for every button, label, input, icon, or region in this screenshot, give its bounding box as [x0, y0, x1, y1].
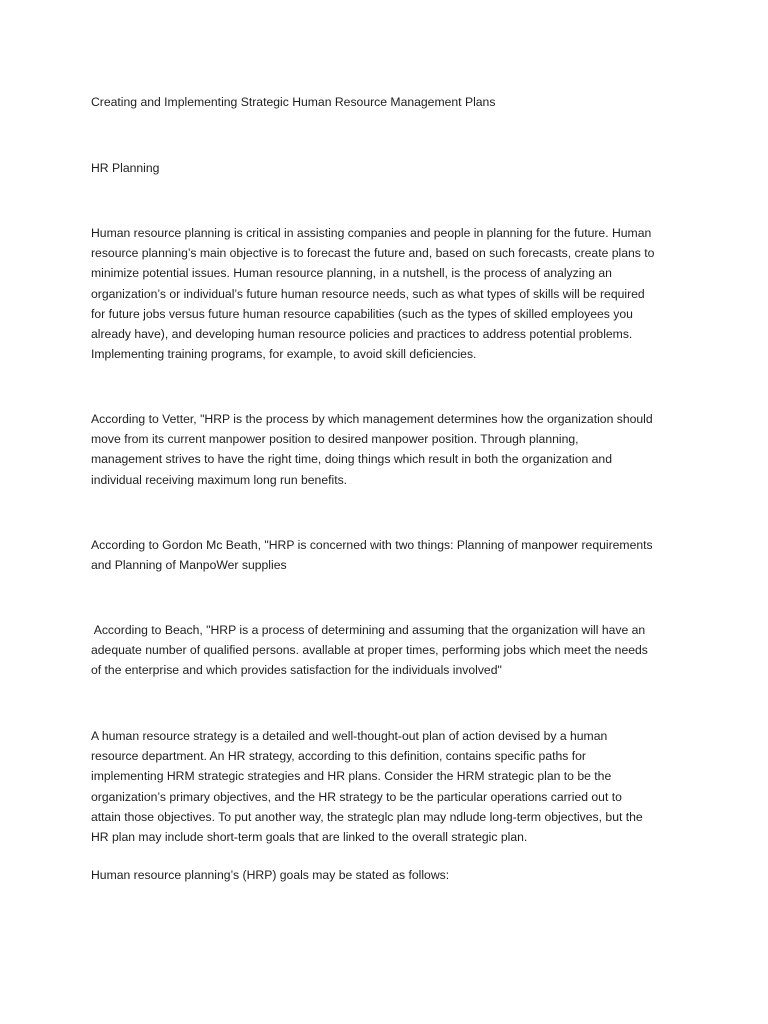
text-line: Human resource planning is critical in assisting companies and people in planning for the future. Human — [91, 226, 652, 240]
text-line: already have), and developing human resource policies and practices to address potential problems. — [91, 327, 633, 342]
document-title — [91, 92, 691, 112]
text-line: adequate number of qualified persons. avallable at proper times, performing jobs which meet the needs — [91, 643, 648, 658]
text-line: for future jobs versus future human resource capabilities (such as the types of skilled employees you — [91, 306, 633, 321]
section-heading — [91, 158, 691, 178]
text-line: Creating and Implementing Strategic Human Resource Management Plans — [91, 95, 496, 109]
paragraph-hr-strategy — [91, 726, 691, 847]
paragraph-vetter-quote — [91, 409, 691, 490]
text-line: individual receiving maximum long run benefits. — [91, 472, 348, 487]
text-line: and Planning of ManpoWer supplies — [91, 558, 287, 573]
text-line: implementing HRM strategic strategies and HR plans. Consider the HRM strategic plan to be the — [91, 769, 612, 784]
paragraph-hrp-goals — [91, 865, 691, 885]
text-line: HR plan may include short-term goals that are linked to the overall strategic plan. — [91, 830, 528, 845]
paragraph-gordon-quote — [91, 535, 691, 575]
text-line: resource planning’s main objective is to forecast the future and, based on such forecasts, create plans to — [91, 246, 655, 261]
paragraph-hr-planning-intro — [91, 223, 691, 364]
text-line: resource department. An HR strategy, according to this definition, contains specific paths for — [91, 749, 586, 764]
text-line: HR Planning — [91, 161, 160, 175]
text-line: management strives to have the right time, doing things which result in both the organization and — [91, 452, 612, 467]
text-line: move from its current manpower position to desired manpower position. Through planning, — [91, 432, 579, 447]
text-line: organization’s or individual’s future human resource needs, such as what types of skills will be required — [91, 286, 645, 301]
text-line: minimize potential issues. Human resource planning, in a nutshell, is the process of analyzing an — [91, 266, 612, 281]
text-line: of the enterprise and which provides satisfaction for the individuals involved" — [91, 663, 502, 678]
text-line: According to Gordon Mc Beath, "HRP is concerned with two things: Planning of manpower requirements — [91, 538, 653, 552]
paragraph-beach-quote — [91, 620, 691, 681]
text-line: attain those objectives. To put another way, the strateglc plan may ndlude long-term objectives, but the — [91, 809, 643, 824]
text-line: A human resource strategy is a detailed and well-thought-out plan of action devised by a human — [91, 729, 608, 743]
text-line: Human resource planning’s (HRP) goals may be stated as follows: — [91, 868, 450, 882]
text-line: organization’s primary objectives, and the HR strategy to be the particular operations carried out to — [91, 789, 622, 804]
text-line: According to Beach, "HRP is a process of determining and assuming that the organization will have an — [91, 623, 646, 637]
text-line: Implementing training programs, for example, to avoid skill deficiencies. — [91, 347, 477, 362]
text-line: According to Vetter, "HRP is the process by which management determines how the organization should — [91, 412, 653, 426]
